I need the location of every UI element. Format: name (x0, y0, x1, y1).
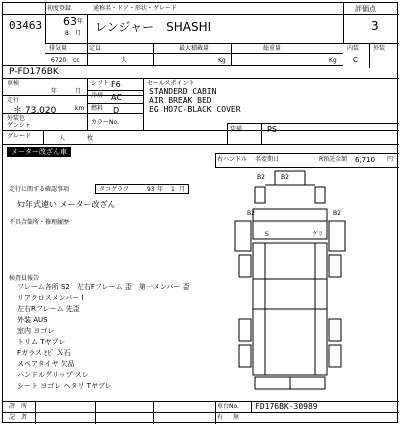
shift-value: F6 (111, 80, 121, 89)
shift-label: シフト (91, 80, 110, 87)
total-weight-unit: Kg (329, 57, 337, 64)
inspection-line: シート ヨゴレ ヘタリ Tヤブレ (17, 382, 112, 390)
damage-mark: B2 (257, 174, 265, 181)
tachograph-year: 93 (147, 186, 155, 193)
year-value: 63 (63, 15, 77, 28)
mileage-label: 走行 (7, 97, 20, 104)
divider (43, 130, 44, 144)
damage-mark: B2 (333, 210, 341, 217)
divider (343, 3, 344, 43)
mileage-note-label: 走行に関する確認事項 (9, 186, 70, 193)
model-year-label: 初度登録 (47, 5, 72, 12)
divider (87, 103, 143, 104)
fuel-label: 燃料 (91, 105, 104, 112)
divider (251, 401, 252, 412)
divider (215, 153, 399, 154)
divider (227, 123, 228, 144)
interior-score: C (353, 56, 358, 64)
selling-point-line: EG HO7C-BLACK COVER (149, 105, 241, 114)
inspection-line: リアクロスメンバー Ⅰ (17, 294, 84, 302)
color-value: ゲンシャ (7, 122, 31, 129)
divider (261, 123, 262, 144)
inspection-line: スペアタイヤ 欠品 (17, 360, 75, 368)
owner-value: 無 (233, 414, 240, 421)
divider (215, 401, 216, 424)
inspection-line: 外装 AUS (17, 316, 48, 324)
owner-label: 有 (217, 414, 224, 421)
divider (369, 43, 370, 68)
seat-unit: 人 (59, 135, 66, 142)
category-label: 通称名・ドア・形状・グレード (93, 5, 177, 12)
divider (153, 401, 154, 424)
inspection-label: 車検 (7, 80, 20, 87)
divider (3, 130, 399, 131)
divider (143, 78, 144, 130)
steering-label: 右ハンドル (217, 156, 248, 163)
divider (87, 43, 88, 65)
displacement-unit: cc (73, 57, 80, 64)
chassis-number-label: 車台No. (217, 403, 239, 410)
defect-label: 不具合箇所・修理履歴 (9, 219, 70, 226)
month-unit: 月 (75, 30, 82, 37)
footer-label: 者 (21, 414, 28, 421)
divider (45, 53, 343, 54)
inspection-report-label: 検査員報告 (9, 275, 40, 282)
ac-label: 冷房 (91, 92, 104, 99)
mileage: ＊ 73,020 (13, 106, 57, 116)
recycle-label: R預託金額 (319, 156, 348, 163)
footer-label: 記 (9, 414, 16, 421)
meter-tampered-badge: メーター改ざん車 (7, 147, 71, 157)
ac-value: AC (111, 93, 122, 102)
divider (87, 78, 88, 130)
cab-roof (275, 171, 305, 185)
tachograph-month-unit: 月 (179, 186, 186, 193)
damage-mark: S (265, 231, 269, 238)
inspection-line: 左右Rフレーム 先歪 (17, 305, 80, 313)
mileage-unit: km (75, 105, 85, 112)
door-unit: 枚 (87, 135, 94, 142)
fixed-unit: 人 (121, 57, 128, 64)
color-label: 外装色 (7, 115, 26, 122)
damage-mark: B2 (247, 210, 255, 217)
colour-no-label: カラーNo. (91, 119, 119, 126)
inspection-line: Fガラス ﾋﾋﾞ Ｘ石 (17, 349, 71, 357)
car-name: レンジャー SHASHI (95, 20, 212, 34)
tachograph-label: タコグラフ (99, 186, 130, 193)
divider (3, 401, 399, 402)
damage-mark: B2 (281, 174, 289, 181)
grade-label: グレード (7, 133, 32, 140)
footer-label: 所 (21, 403, 28, 410)
inspection-line: 室内 ヨゴレ (17, 327, 55, 335)
recycle-amount: 6,710 (355, 156, 376, 164)
tachograph-year-unit: 年 (157, 186, 164, 193)
vehicle-damage-diagram (225, 169, 355, 397)
inspection-line: フレーム各所 S2 左右Fフレーム 歪 第一メンバー 歪 (17, 283, 190, 291)
divider (45, 43, 399, 44)
history-note: ﾀｺ年式違い メーター改ざん (17, 200, 116, 209)
fixed-label: 定員 (89, 45, 102, 52)
divider (45, 3, 46, 43)
divider (153, 43, 154, 65)
footer-label: 評 (9, 403, 16, 410)
inspection-line: ハンドルグリップ スレ (17, 371, 89, 379)
divider (3, 65, 343, 66)
month-value: 8 (65, 30, 69, 37)
max-load-unit: Kg (218, 57, 226, 64)
tachograph-month: 1 (171, 186, 175, 193)
selling-point-line: STANDERD CABIN (149, 87, 217, 96)
selling-points-label: セールスポイント (147, 80, 195, 87)
year-unit: 年 (77, 18, 84, 25)
divider (87, 14, 88, 43)
divider (3, 412, 399, 413)
inspection-month-unit: 月 (75, 88, 82, 95)
divider (3, 95, 143, 96)
damage-mark: ｸﾞﾘ (313, 231, 323, 238)
lot-number: 03463 (9, 19, 43, 32)
exterior-label: 外装 (373, 45, 386, 52)
chassis-model: P-FD176BK (9, 67, 59, 77)
interior-label: 内装 (347, 45, 360, 52)
divider (95, 401, 96, 424)
recycle-unit: 円 (387, 156, 394, 163)
divider (3, 14, 343, 15)
divider (3, 78, 399, 79)
inspection-year-unit: 年 (51, 88, 58, 95)
divider (215, 153, 216, 167)
divider (343, 14, 399, 15)
score-value: 3 (371, 19, 379, 33)
divider (227, 123, 399, 124)
divider (3, 144, 399, 145)
divider (35, 401, 36, 424)
equipment-label: 装備 (230, 126, 243, 133)
divider (215, 167, 399, 168)
selling-point-line: AIR BREAK BED (149, 96, 212, 105)
fuel-value: D (113, 106, 120, 115)
total-weight-label: 総重量 (263, 45, 282, 52)
inspection-line: トリム Tヤブレ (17, 338, 66, 346)
name-change-label: 名変期日 (255, 156, 280, 163)
displacement: 6720 (51, 57, 67, 64)
max-load-label: 最大積載量 (179, 45, 210, 52)
divider (231, 43, 232, 65)
chassis-number: FD176BK-30989 (255, 402, 318, 411)
score-label: 評価点 (355, 5, 376, 13)
divider (87, 90, 143, 91)
displacement-label: 排気量 (49, 45, 68, 52)
auction-sheet (2, 2, 398, 423)
equipment-items: PS (267, 125, 277, 134)
